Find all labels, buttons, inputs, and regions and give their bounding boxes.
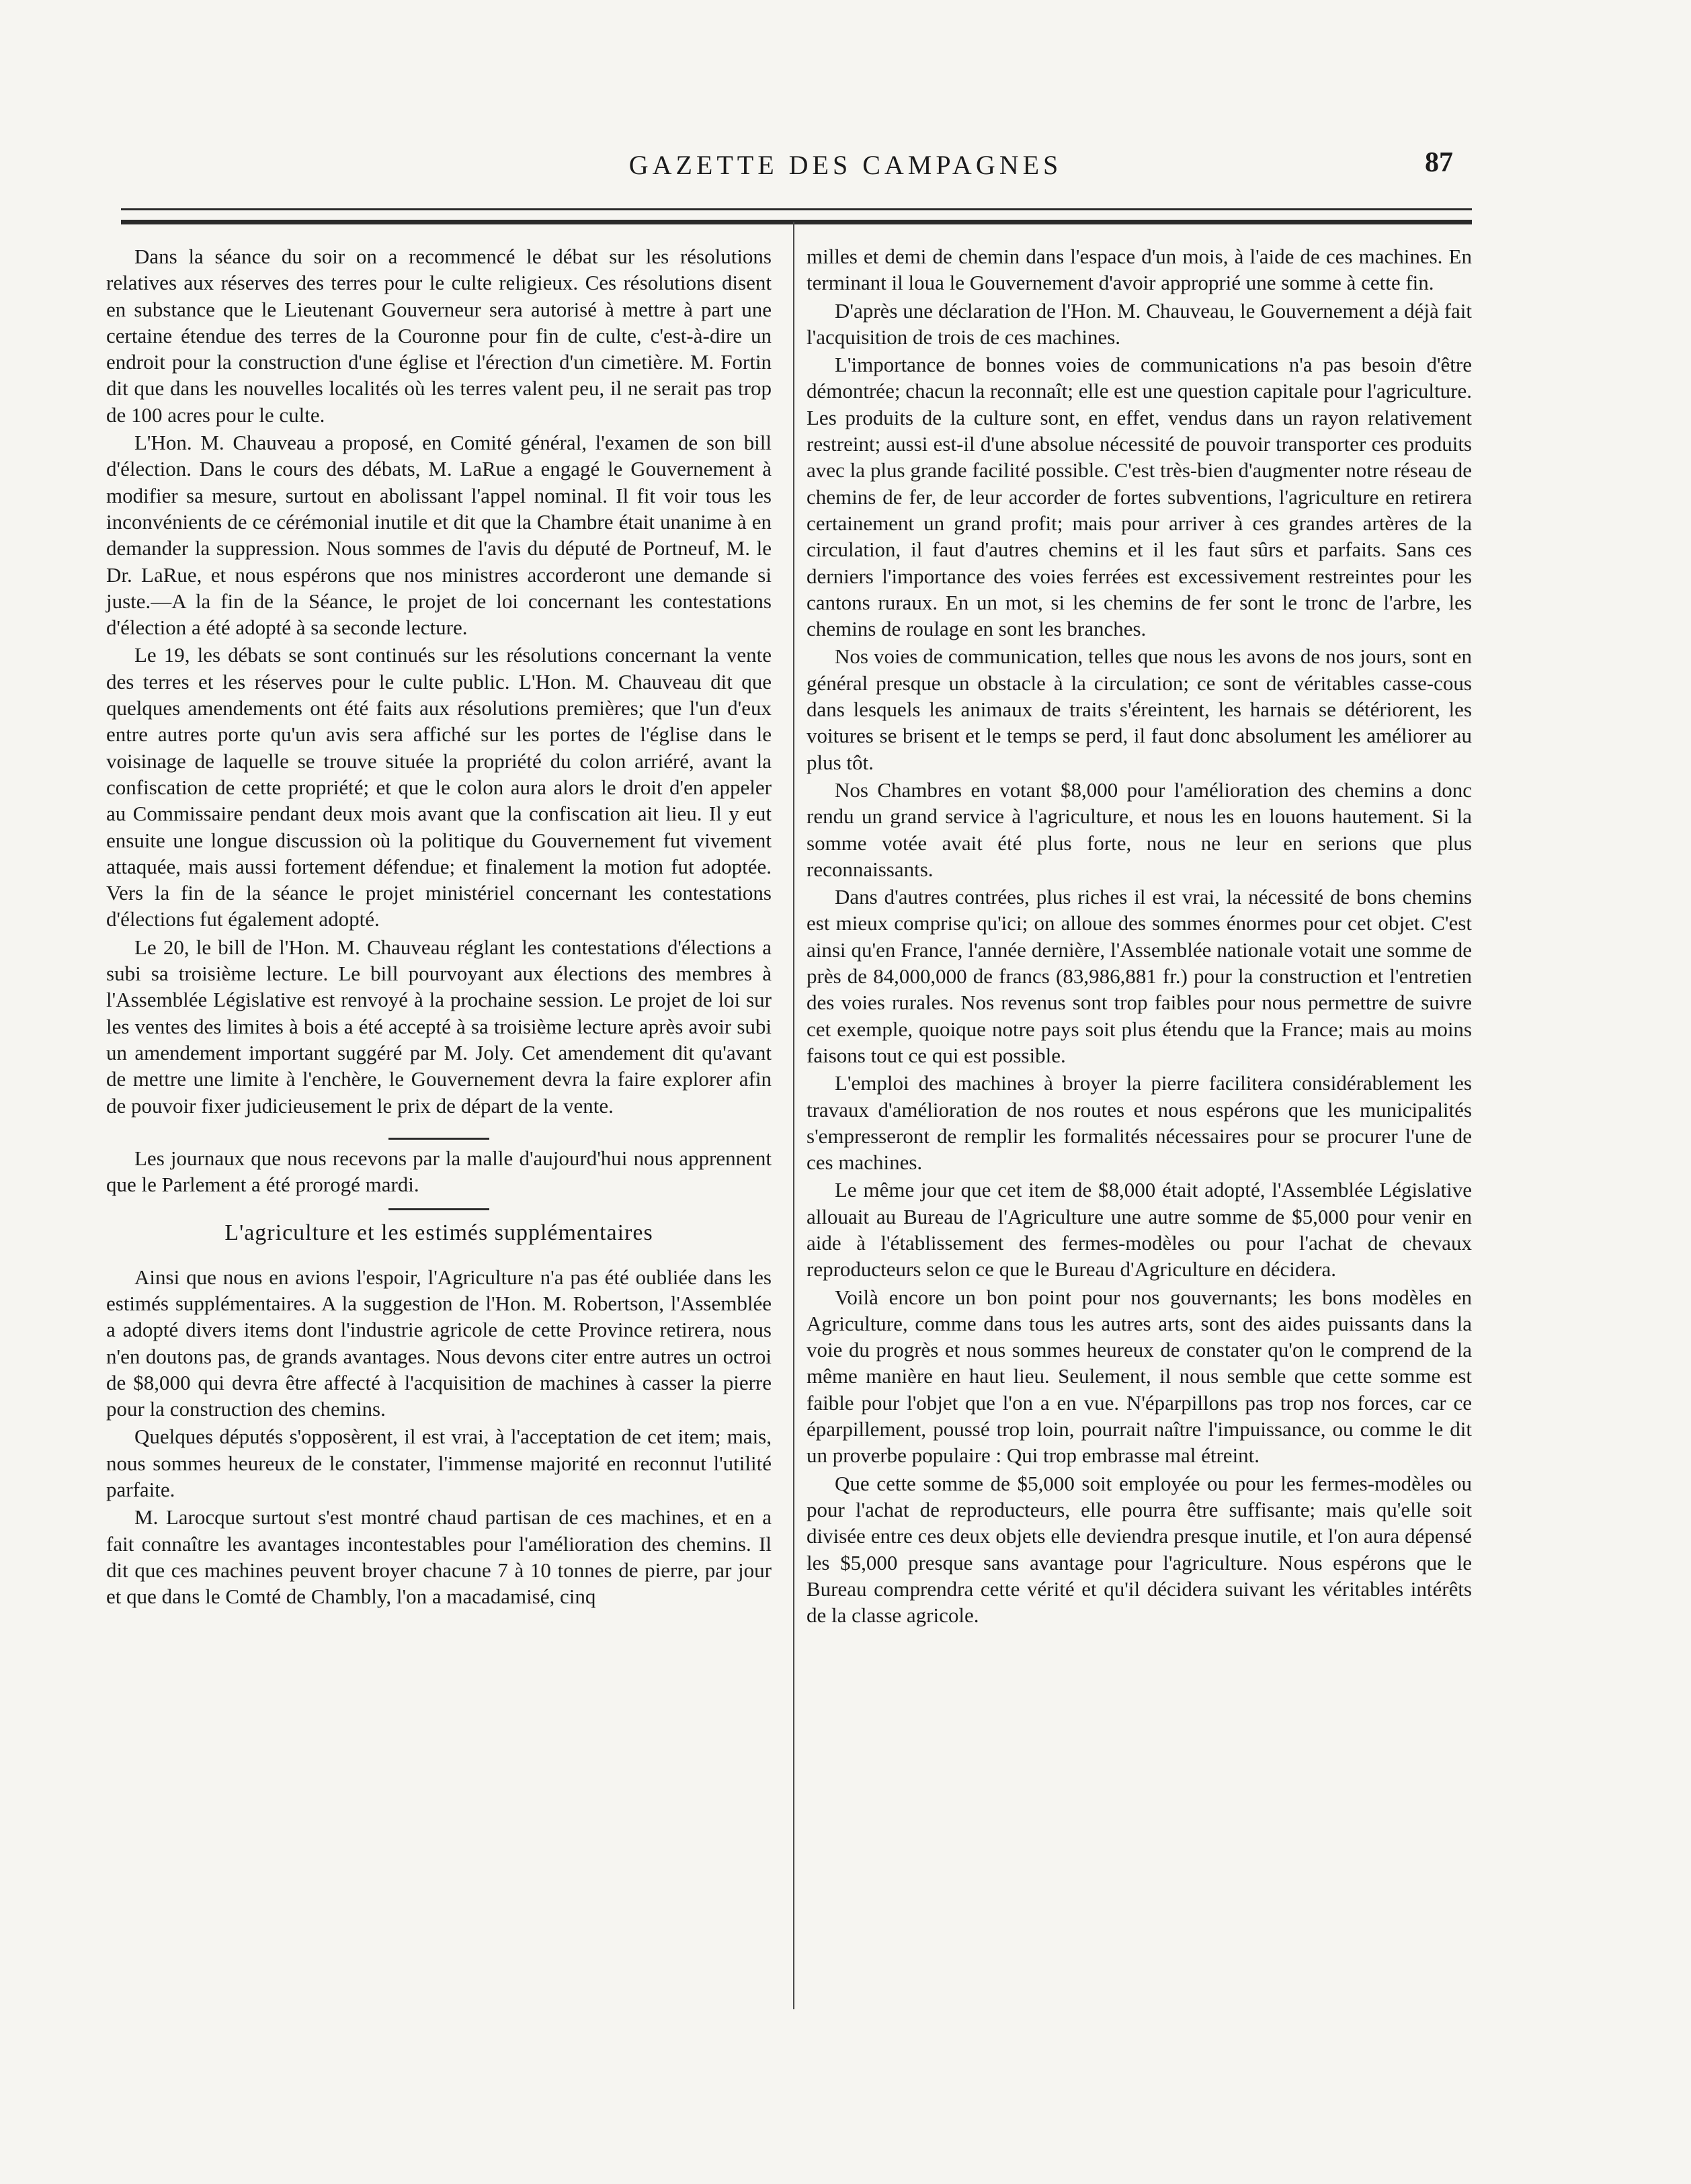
separator-rule (388, 1138, 489, 1140)
paragraph: Le 19, les débats se sont continués sur les résolutions concernant la vente des terres et les réserves pour le culte public. L'Hon. M. Chauveau dit que quelques amendements ont été faits aux résolutions premières; que l'un d'eux entre autres porte qu'un avis sera affiché sur les portes de l'église dans le voisinage de laquelle se trouve située la propriété du colon arriéré, avant la confiscation de cette propriété; et que le colon aura alors le droit d'en appeler au Commissaire pendant deux mois avant que la confiscation ait lieu. Il y eut ensuite une longue discussion où la politique du Gouvernement fut vivement attaquée, mais aussi fortement défendue; et finalement la motion fut adoptée. Vers la fin de la séance le projet ministériel concernant les contestations d'élections fut également adopté. (106, 643, 772, 931)
left-column (106, 243, 772, 1611)
running-title: GAZETTE DES CAMPAGNES (628, 150, 1063, 180)
paragraph: Quelques députés s'opposèrent, il est vrai, à l'acceptation de cet item; mais, nous sommes heureux de le constater, l'immense majorité en reconnut l'utilité parfaite. (106, 1425, 772, 1502)
paragraph: Le même jour que cet item de $8,000 était adopté, l'Assemblée Législative allouait au Bureau de l'Agriculture une autre somme de $5,000 pour venir en aide à l'établissement des fermes-modèles ou pour l'achat de chevaux reproducteurs selon ce que le Bureau d'Agriculture en décidera. (807, 1178, 1472, 1282)
column-divider (793, 222, 794, 2009)
right-column (807, 243, 1472, 1630)
paragraph: M. Larocque surtout s'est montré chaud partisan de ces machines, et en a fait connaître les avantages incontestables pour l'amélioration des chemins. Il dit que ces machines peuvent broyer chacune 7 à 10 tonnes de pierre, par jour et que dans le Comté de Chambly, l'on a macadamisé, cinq (106, 1505, 772, 1609)
paragraph: Dans la séance du soir on a recommencé le débat sur les résolutions relatives aux réserves des terres pour le culte religieux. Ces résolutions disent en substance que le Lieutenant Gouverneur sera autorisé à mettre à part une certaine étendue des terres de la Couronne pour fin de culte, c'est-à-dire un endroit pour la construction d'une église et l'érection d'un cimetière. M. Fortin dit que dans les nouvelles localités où les terres valent peu, il ne serait pas trop de 100 acres pour le culte. (106, 245, 772, 427)
header-rule (121, 208, 1472, 224)
paragraph: Ainsi que nous en avions l'espoir, l'Agriculture n'a pas été oubliée dans les estimés supplémentaires. A la suggestion de l'Hon. M. Robertson, l'Assemblée a adopté divers items dont l'industrie agricole de cette Province retirera, nous n'en doutons pas, de grands avantages. Nous devons citer entre autres un octroi de $8,000 qui devra être affecté à l'acquisition de machines à casser la pierre pour la construction des chemins. (106, 1265, 772, 1421)
paragraph: Nos Chambres en votant $8,000 pour l'amélioration des chemins a donc rendu un grand service à l'agriculture, et nous les en louons hautement. Si la somme votée avait été plus forte, nous ne leur en serions que plus reconnaissants. (807, 778, 1472, 881)
paragraph: L'emploi des machines à broyer la pierre facilitera considérablement les travaux d'amélioration de nos routes et nous espérons que les municipalités s'empresseront de remplir les formalités nécessaires pour se procurer l'une de ces machines. (807, 1071, 1472, 1175)
paragraph: L'importance de bonnes voies de communications n'a pas besoin d'être démontrée; chacun la reconnaît; elle est une question capitale pour l'agriculture. Les produits de la culture sont, en effet, vendus dans un rayon relativement restreint; aussi est-il d'une absolue nécessité de pouvoir transporter ces produits avec la plus grande facilité possible. C'est très-bien d'augmenter notre réseau de chemins de fer, de leur accorder de fortes subventions, l'agriculture en retirera certainement un grand profit; mais pour arriver à ces grandes artères de la circulation, il faut d'autres chemins et il les faut sûrs et parfaits. Sans ces derniers l'importance des voies ferrées est excessivement restreintes pour les cantons ruraux. En un mot, si les chemins de fer sont le tronc de l'arbre, les chemins de roulage en sont les branches. (807, 353, 1472, 641)
section-rule (388, 1208, 489, 1210)
paragraph: Voilà encore un bon point pour nos gouvernants; les bons modèles en Agriculture, comme dans tous les autres arts, sont des aides puissants dans la voie du progrès et nous sommes heureux de constater qu'on le comprend de la même manière en haut lieu. Seulement, il nous semble que cette somme est faible pour l'objet que l'on a en vue. N'éparpillons pas trop nos forces, car ce éparpillement, poussé trop loin, pourrait naître l'impuissance, ou comme le dit un proverbe populaire : Qui trop embrasse mal étreint. (807, 1285, 1472, 1468)
section-title-text: L'agriculture et les estimés supplémentaires (224, 1220, 653, 1246)
paragraph: milles et demi de chemin dans l'espace d'un mois, à l'aide de ces machines. En terminant il loua le Gouvernement d'avoir approprié une somme à cette fin. (807, 245, 1472, 295)
paragraph: Nos voies de communication, telles que nous les avons de nos jours, sont en général presque un obstacle à la circulation; ce sont de véritables casse-cous dans lesquels les animaux de traits s'éreintent, les harnais se détériorent, les voitures se brisent et le temps se perd, il faut donc absolument les améliorer au plus tôt. (807, 644, 1472, 774)
paragraph: Dans d'autres contrées, plus riches il est vrai, la nécessité de bons chemins est mieux comprise qu'ici; on alloue des sommes énormes pour cet objet. C'est ainsi qu'en France, l'année dernière, l'Assemblée nationale votait une somme de près de 84,000,000 de francs (83,986,881 fr.) pour la construction et l'entretien des voies rurales. Nos revenus sont trop faibles pour nous permettre de suivre cet exemple, quoique notre pays soit plus étendu que la France; mais au moins faisons tout ce qui est possible. (807, 885, 1472, 1067)
section-title (106, 1208, 772, 1246)
paragraph: L'Hon. M. Chauveau a proposé, en Comité général, l'examen de son bill d'élection. Dans le cours des débats, M. LaRue a engagé le Gouvernement à modifier sa mesure, surtout en abolissant l'appel nominal. Il fit voir tous les inconvénients de ce cérémonial inutile et dit que la Chambre était unanime à en demander la suppression. Nous sommes de l'avis du député de Portneuf, M. le Dr. LaRue, et nous espérons que nos ministres accorderont une demande si juste.—A la fin de la Séance, le projet de loi concernant les contestations d'élection a été adopté à sa seconde lecture. (106, 431, 772, 640)
paragraph: Les journaux que nous recevons par la malle d'aujourd'hui nous apprennent que le Parlement a été prorogé mardi. (106, 1146, 772, 1197)
page-number: 87 (1425, 147, 1453, 178)
paragraph: D'après une déclaration de l'Hon. M. Chauveau, le Gouvernement a déjà fait l'acquisition de trois de ces machines. (807, 298, 1472, 349)
paragraph: Le 20, le bill de l'Hon. M. Chauveau réglant les contestations d'élections a subi sa troisième lecture. Le bill pourvoyant aux élections des membres à l'Assemblée Législative est renvoyé à la prochaine session. Le projet de loi sur les ventes des limites à bois a été accepté à sa troisième lecture après avoir subi un amendement important suggéré par M. Joly. Cet amendement dit qu'avant de mettre une limite à l'enchère, le Gouvernement devra la faire explorer afin de pouvoir fixer judicieusement le prix de départ de la vente. (106, 935, 772, 1118)
paragraph: Que cette somme de $5,000 soit employée ou pour les fermes-modèles ou pour l'achat de reproducteurs, elle pourra être suffisante; mais qu'elle soit divisée entre ces deux objets elle deviendra presque inutile, et l'on aura dépensé les $5,000 presque sans avantage pour l'agriculture. Nous espérons que le Bureau comprendra cette vérité et qu'il décidera suivant les véritables intérêts de la classe agricole. (807, 1471, 1472, 1628)
